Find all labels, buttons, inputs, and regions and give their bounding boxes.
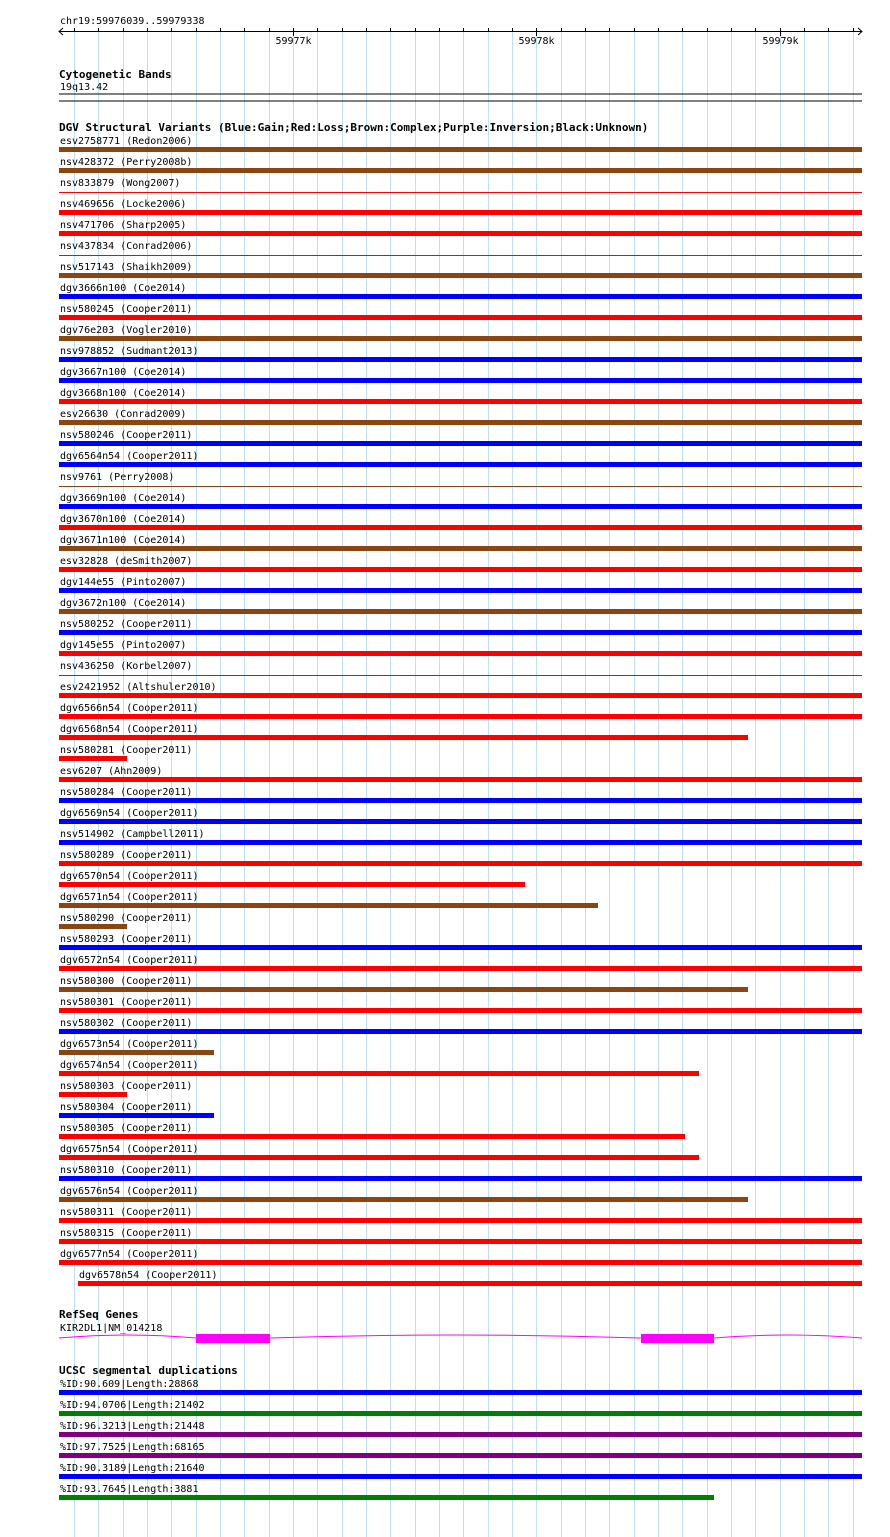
variant-label: nsv517143 (Shaikh2009) bbox=[60, 262, 193, 273]
variant-bar[interactable] bbox=[59, 1218, 862, 1223]
variant-bar[interactable] bbox=[59, 630, 862, 635]
variant-bar[interactable] bbox=[59, 840, 862, 845]
variant-bar[interactable] bbox=[59, 693, 862, 698]
segdup-label: %ID:94.0706|Length:21402 bbox=[60, 1400, 205, 1411]
variant-bar[interactable] bbox=[59, 504, 862, 509]
variant-label: dgv6577n54 (Cooper2011) bbox=[60, 1249, 199, 1260]
variant-label: esv2421952 (Altshuler2010) bbox=[60, 682, 217, 693]
variant-bar[interactable] bbox=[59, 675, 862, 676]
variant-bar[interactable] bbox=[59, 1113, 214, 1118]
variant-label: dgv6568n54 (Cooper2011) bbox=[60, 724, 199, 735]
variant-label: dgv3672n100 (Coe2014) bbox=[60, 598, 187, 609]
variant-label: dgv3669n100 (Coe2014) bbox=[60, 493, 187, 504]
segdup-label: %ID:90.3189|Length:21640 bbox=[60, 1463, 205, 1474]
variant-label: nsv580290 (Cooper2011) bbox=[60, 913, 193, 924]
variant-label: dgv6572n54 (Cooper2011) bbox=[60, 955, 199, 966]
variant-bar[interactable] bbox=[59, 861, 862, 866]
gene-intron-line bbox=[59, 1335, 862, 1338]
variant-bar[interactable] bbox=[59, 420, 862, 425]
variant-bar[interactable] bbox=[59, 378, 862, 383]
variant-label: nsv580281 (Cooper2011) bbox=[60, 745, 193, 756]
variant-bar[interactable] bbox=[59, 924, 127, 929]
variant-label: nsv436250 (Korbel2007) bbox=[60, 661, 193, 672]
variant-label: nsv580289 (Cooper2011) bbox=[60, 850, 193, 861]
variant-bar[interactable] bbox=[59, 1239, 862, 1244]
variant-bar[interactable] bbox=[78, 1281, 862, 1286]
variant-label: dgv3670n100 (Coe2014) bbox=[60, 514, 187, 525]
variant-bar[interactable] bbox=[59, 567, 862, 572]
variant-bar[interactable] bbox=[59, 462, 862, 467]
ruler-tick-label: 59977k bbox=[275, 36, 312, 47]
cytoband-track-title: Cytogenetic Bands bbox=[59, 68, 172, 81]
variant-label: dgv6574n54 (Cooper2011) bbox=[60, 1060, 199, 1071]
variant-bar[interactable] bbox=[59, 1197, 748, 1202]
variant-label: dgv6566n54 (Cooper2011) bbox=[60, 703, 199, 714]
variant-label: nsv469656 (Locke2006) bbox=[60, 199, 187, 210]
segdup-bar[interactable] bbox=[59, 1411, 862, 1416]
variant-bar[interactable] bbox=[59, 987, 748, 992]
variant-label: nsv580311 (Cooper2011) bbox=[60, 1207, 193, 1218]
variant-label: dgv6575n54 (Cooper2011) bbox=[60, 1144, 199, 1155]
variant-bar[interactable] bbox=[59, 336, 862, 341]
variant-bar[interactable] bbox=[59, 210, 862, 215]
segdup-bar[interactable] bbox=[59, 1390, 862, 1395]
ruler-tick-label: 59978k bbox=[518, 36, 555, 47]
segdup-track-title: UCSC segmental duplications bbox=[59, 1364, 238, 1377]
variant-bar[interactable] bbox=[59, 966, 862, 971]
dgv-variants bbox=[59, 136, 862, 1286]
variant-bar[interactable] bbox=[59, 1008, 862, 1013]
variant-bar[interactable] bbox=[59, 903, 598, 908]
segdup-label: %ID:96.3213|Length:21448 bbox=[60, 1421, 205, 1432]
variant-label: nsv833879 (Wong2007) bbox=[60, 178, 181, 189]
variant-label: dgv3668n100 (Coe2014) bbox=[60, 388, 187, 399]
refseq-genes bbox=[59, 1323, 862, 1343]
variant-bar[interactable] bbox=[59, 1260, 862, 1265]
variant-label: nsv580302 (Cooper2011) bbox=[60, 1018, 193, 1029]
variant-label: nsv580252 (Cooper2011) bbox=[60, 619, 193, 630]
variant-bar[interactable] bbox=[59, 486, 862, 487]
variant-label: nsv580315 (Cooper2011) bbox=[60, 1228, 193, 1239]
variant-label: nsv580245 (Cooper2011) bbox=[60, 304, 193, 315]
variant-label: nsv580300 (Cooper2011) bbox=[60, 976, 193, 987]
variant-label: nsv580310 (Cooper2011) bbox=[60, 1165, 193, 1176]
variant-label: esv2758771 (Redon2006) bbox=[60, 136, 193, 147]
variant-bar[interactable] bbox=[59, 819, 862, 824]
variant-label: nsv437834 (Conrad2006) bbox=[60, 241, 193, 252]
variant-bar[interactable] bbox=[59, 192, 862, 193]
variant-bar[interactable] bbox=[59, 1134, 685, 1139]
variant-label: dgv6573n54 (Cooper2011) bbox=[60, 1039, 199, 1050]
variant-bar[interactable] bbox=[59, 255, 862, 256]
variant-bar[interactable] bbox=[59, 168, 862, 173]
variant-label: nsv428372 (Perry2008b) bbox=[60, 157, 193, 168]
grid-lines bbox=[75, 28, 854, 1537]
ruler-position: chr19:59976039..59979338 bbox=[60, 16, 205, 27]
variant-label: nsv580293 (Cooper2011) bbox=[60, 934, 193, 945]
variant-label: nsv580301 (Cooper2011) bbox=[60, 997, 193, 1008]
variant-bar[interactable] bbox=[59, 1029, 862, 1034]
variant-label: nsv580303 (Cooper2011) bbox=[60, 1081, 193, 1092]
variant-bar[interactable] bbox=[59, 609, 862, 614]
segdup-label: %ID:97.7525|Length:68165 bbox=[60, 1442, 205, 1453]
segdup-features bbox=[59, 1379, 862, 1500]
variant-bar[interactable] bbox=[59, 1092, 127, 1097]
variant-bar[interactable] bbox=[59, 231, 862, 236]
cytoband-label: 19q13.42 bbox=[60, 82, 109, 93]
segdup-label: %ID:90.609|Length:28868 bbox=[60, 1379, 199, 1390]
dgv-track-title: DGV Structural Variants (Blue:Gain;Red:Loss;Brown:Complex;Purple:Inversion;Black:Unknown) bbox=[59, 121, 649, 134]
variant-bar[interactable] bbox=[59, 1050, 214, 1055]
variant-bar[interactable] bbox=[59, 147, 862, 152]
variant-bar[interactable] bbox=[59, 777, 862, 782]
variant-label: dgv76e203 (Vogler2010) bbox=[60, 325, 193, 336]
variant-bar[interactable] bbox=[59, 399, 862, 404]
variant-label: dgv6569n54 (Cooper2011) bbox=[60, 808, 199, 819]
ruler bbox=[59, 28, 862, 47]
variant-label: esv6207 (Ahn2009) bbox=[60, 766, 163, 777]
segdup-bar[interactable] bbox=[59, 1453, 862, 1458]
variant-label: dgv145e55 (Pinto2007) bbox=[60, 640, 187, 651]
variant-label: dgv3666n100 (Coe2014) bbox=[60, 283, 187, 294]
variant-bar[interactable] bbox=[59, 798, 862, 803]
segdup-bar[interactable] bbox=[59, 1495, 714, 1500]
gene-exon[interactable] bbox=[641, 1334, 714, 1343]
segdup-bar[interactable] bbox=[59, 1474, 862, 1479]
variant-bar[interactable] bbox=[59, 588, 862, 593]
variant-label: dgv6570n54 (Cooper2011) bbox=[60, 871, 199, 882]
variant-bar[interactable] bbox=[59, 546, 862, 551]
variant-label: nsv471706 (Sharp2005) bbox=[60, 220, 187, 231]
variant-bar[interactable] bbox=[59, 525, 862, 530]
variant-bar[interactable] bbox=[59, 714, 862, 719]
variant-bar[interactable] bbox=[59, 294, 862, 299]
variant-label: dgv6578n54 (Cooper2011) bbox=[79, 1270, 218, 1281]
variant-bar[interactable] bbox=[59, 273, 862, 278]
variant-label: dgv6576n54 (Cooper2011) bbox=[60, 1186, 199, 1197]
variant-label: dgv6564n54 (Cooper2011) bbox=[60, 451, 199, 462]
gene-exon[interactable] bbox=[196, 1334, 270, 1343]
variant-label: dgv3671n100 (Coe2014) bbox=[60, 535, 187, 546]
gene-label: KIR2DL1|NM_014218 bbox=[60, 1323, 163, 1334]
variant-bar[interactable] bbox=[59, 651, 862, 656]
variant-label: dgv144e55 (Pinto2007) bbox=[60, 577, 187, 588]
variant-bar[interactable] bbox=[59, 945, 862, 950]
variant-label: nsv580305 (Cooper2011) bbox=[60, 1123, 193, 1134]
ruler-tick-label: 59979k bbox=[762, 36, 799, 47]
variant-label: esv26630 (Conrad2009) bbox=[60, 409, 187, 420]
variant-bar[interactable] bbox=[59, 882, 525, 887]
variant-label: nsv978852 (Sudmant2013) bbox=[60, 346, 199, 357]
variant-bar[interactable] bbox=[59, 441, 862, 446]
variant-bar[interactable] bbox=[59, 357, 862, 362]
refseq-track-title: RefSeq Genes bbox=[59, 1308, 139, 1321]
segdup-bar[interactable] bbox=[59, 1432, 862, 1437]
variant-label: dgv3667n100 (Coe2014) bbox=[60, 367, 187, 378]
variant-label: esv32828 (deSmith2007) bbox=[60, 556, 193, 567]
variant-bar[interactable] bbox=[59, 315, 862, 320]
segdup-label: %ID:93.7645|Length:3881 bbox=[60, 1484, 199, 1495]
variant-label: nsv9761 (Perry2008) bbox=[60, 472, 175, 483]
variant-label: nsv580284 (Cooper2011) bbox=[60, 787, 193, 798]
variant-label: dgv6571n54 (Cooper2011) bbox=[60, 892, 199, 903]
variant-label: nsv514902 (Campbell2011) bbox=[60, 829, 205, 840]
variant-bar[interactable] bbox=[59, 1176, 862, 1181]
variant-label: nsv580304 (Cooper2011) bbox=[60, 1102, 193, 1113]
variant-bar[interactable] bbox=[59, 735, 748, 740]
variant-label: nsv580246 (Cooper2011) bbox=[60, 430, 193, 441]
variant-bar[interactable] bbox=[59, 1071, 699, 1076]
variant-bar[interactable] bbox=[59, 756, 127, 761]
variant-bar[interactable] bbox=[59, 1155, 699, 1160]
